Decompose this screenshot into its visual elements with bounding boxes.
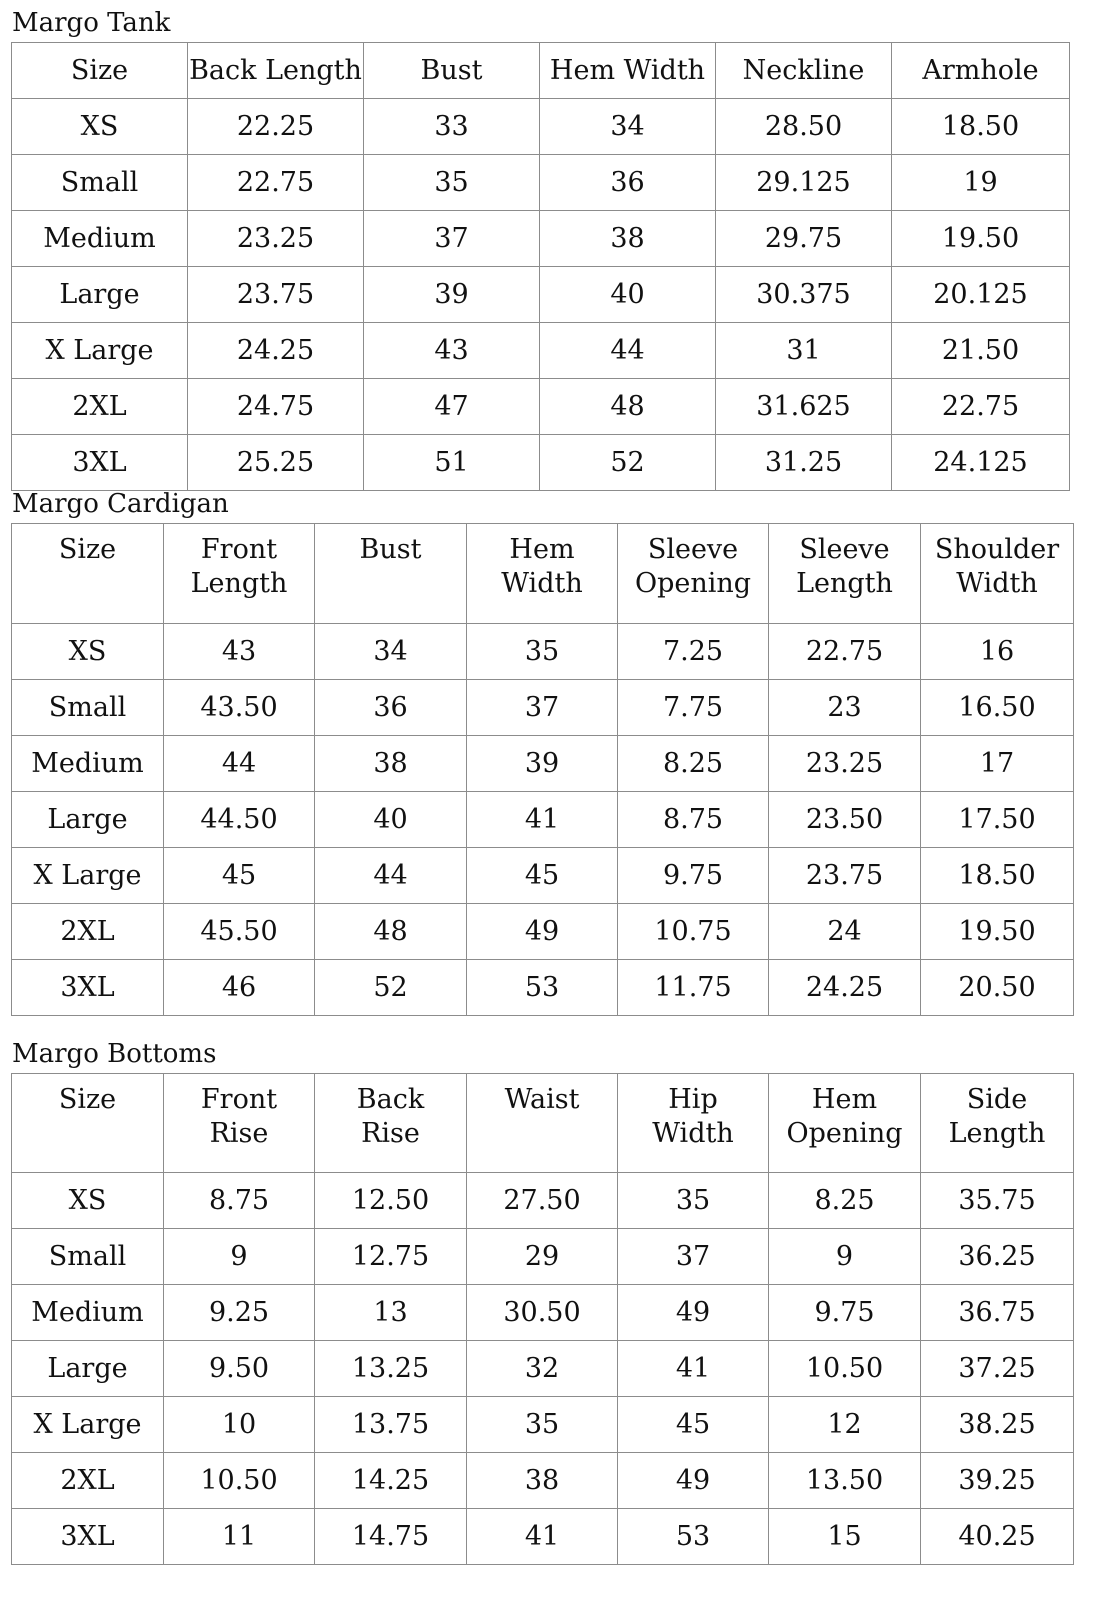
measurement-cell: 9.75 (618, 848, 769, 904)
measurement-cell: 10.75 (618, 904, 769, 960)
size-label-cell: 2XL (12, 904, 164, 960)
measurement-cell: 20.50 (921, 960, 1074, 1016)
table-row (12, 680, 1074, 736)
measurement-cell: 27.50 (467, 1173, 618, 1229)
table-row (12, 1509, 1074, 1565)
table-row (12, 99, 1070, 155)
measurement-cell: 20.125 (892, 267, 1070, 323)
column-header-label: Front (200, 1084, 278, 1115)
table-row (12, 1453, 1074, 1509)
table-row (12, 323, 1070, 379)
measurement-cell: 12.75 (315, 1229, 467, 1285)
measurement-cell: 38.25 (921, 1397, 1074, 1453)
column-header-label: Neckline (742, 54, 865, 86)
column-header (540, 43, 716, 99)
measurement-cell: 35 (467, 1397, 618, 1453)
column-header (892, 43, 1070, 99)
measurement-cell: 23 (769, 680, 921, 736)
column-header-label: Length (948, 1118, 1046, 1149)
column-header-label: Width (501, 568, 583, 599)
measurement-cell: 24.25 (769, 960, 921, 1016)
column-header-label: Rise (209, 1118, 269, 1149)
measurement-cell: 13.25 (315, 1341, 467, 1397)
measurement-cell: 16.50 (921, 680, 1074, 736)
measurement-cell: 35.75 (921, 1173, 1074, 1229)
measurement-cell: 12.50 (315, 1173, 467, 1229)
measurement-cell: 14.25 (315, 1453, 467, 1509)
column-header (188, 43, 364, 99)
size-label-cell: 3XL (12, 435, 188, 491)
measurement-cell: 18.50 (892, 99, 1070, 155)
size-label-cell: Large (12, 792, 164, 848)
measurement-cell: 37.25 (921, 1341, 1074, 1397)
table-row (12, 1229, 1074, 1285)
table-row (12, 848, 1074, 904)
table-row (12, 1397, 1074, 1453)
measurement-cell: 9.50 (164, 1341, 315, 1397)
measurement-cell: 35 (618, 1173, 769, 1229)
measurement-cell: 10 (164, 1397, 315, 1453)
measurement-cell: 30.375 (716, 267, 892, 323)
measurement-cell: 44 (315, 848, 467, 904)
measurement-cell: 23.25 (769, 736, 921, 792)
measurement-cell: 34 (315, 624, 467, 680)
measurement-cell: 53 (618, 1509, 769, 1565)
measurement-cell: 9.75 (769, 1285, 921, 1341)
table-row (12, 267, 1070, 323)
size-label-cell: Small (12, 155, 188, 211)
measurement-cell: 43 (164, 624, 315, 680)
measurement-cell: 36 (540, 155, 716, 211)
column-header (12, 43, 188, 99)
measurement-cell: 23.75 (769, 848, 921, 904)
measurement-cell: 8.75 (164, 1173, 315, 1229)
measurement-cell: 33 (364, 99, 540, 155)
table-row (12, 435, 1070, 491)
measurement-cell: 38 (315, 736, 467, 792)
column-header-label: Armhole (922, 54, 1039, 86)
column-header (921, 524, 1074, 624)
column-header (618, 1074, 769, 1173)
header-row (12, 524, 1074, 624)
tank-size-table (11, 42, 1070, 491)
measurement-cell: 44 (540, 323, 716, 379)
measurement-cell: 37 (467, 680, 618, 736)
measurement-cell: 36 (315, 680, 467, 736)
size-label-cell: Large (12, 1341, 164, 1397)
column-header (12, 524, 164, 624)
column-header (769, 524, 921, 624)
measurement-cell: 8.25 (769, 1173, 921, 1229)
measurement-cell: 41 (618, 1341, 769, 1397)
table-row (12, 379, 1070, 435)
measurement-cell: 38 (467, 1453, 618, 1509)
measurement-cell: 52 (540, 435, 716, 491)
table-row (12, 1173, 1074, 1229)
measurement-cell: 31 (716, 323, 892, 379)
measurement-cell: 18.50 (921, 848, 1074, 904)
measurement-cell: 48 (315, 904, 467, 960)
measurement-cell: 43 (364, 323, 540, 379)
column-header (12, 1074, 164, 1173)
size-label-cell: 2XL (12, 1453, 164, 1509)
table-row (12, 792, 1074, 848)
measurement-cell: 13.75 (315, 1397, 467, 1453)
column-header (467, 524, 618, 624)
measurement-cell: 40 (315, 792, 467, 848)
size-label-cell: XS (12, 624, 164, 680)
measurement-cell: 31.625 (716, 379, 892, 435)
measurement-cell: 44.50 (164, 792, 315, 848)
measurement-cell: 9.25 (164, 1285, 315, 1341)
column-header (364, 43, 540, 99)
measurement-cell: 29.75 (716, 211, 892, 267)
measurement-cell: 22.75 (769, 624, 921, 680)
measurement-cell: 31.25 (716, 435, 892, 491)
column-header-label: Width (956, 568, 1038, 599)
measurement-cell: 9 (769, 1229, 921, 1285)
measurement-cell: 37 (618, 1229, 769, 1285)
measurement-cell: 9 (164, 1229, 315, 1285)
section-title-cardigan: Margo Cardigan (12, 489, 229, 519)
size-label-cell: Medium (12, 736, 164, 792)
size-label-cell: 3XL (12, 1509, 164, 1565)
measurement-cell: 17 (921, 736, 1074, 792)
measurement-cell: 36.25 (921, 1229, 1074, 1285)
measurement-cell: 32 (467, 1341, 618, 1397)
size-label-cell: XS (12, 1173, 164, 1229)
measurement-cell: 40 (540, 267, 716, 323)
measurement-cell: 46 (164, 960, 315, 1016)
measurement-cell: 8.75 (618, 792, 769, 848)
measurement-cell: 24 (769, 904, 921, 960)
measurement-cell: 37 (364, 211, 540, 267)
measurement-cell: 35 (467, 624, 618, 680)
measurement-cell: 17.50 (921, 792, 1074, 848)
size-label-cell: Medium (12, 1285, 164, 1341)
measurement-cell: 11.75 (618, 960, 769, 1016)
measurement-cell: 45 (467, 848, 618, 904)
table-row (12, 1341, 1074, 1397)
measurement-cell: 21.50 (892, 323, 1070, 379)
table-row (12, 960, 1074, 1016)
measurement-cell: 29.125 (716, 155, 892, 211)
section-title-bottoms: Margo Bottoms (12, 1039, 217, 1069)
measurement-cell: 47 (364, 379, 540, 435)
measurement-cell: 14.75 (315, 1509, 467, 1565)
size-label-cell: 3XL (12, 960, 164, 1016)
column-header-label: Hem (811, 1084, 878, 1115)
measurement-cell: 49 (618, 1453, 769, 1509)
column-header (769, 1074, 921, 1173)
size-label-cell: X Large (12, 848, 164, 904)
measurement-cell: 41 (467, 1509, 618, 1565)
column-header-label: Waist (504, 1084, 580, 1115)
measurement-cell: 19.50 (921, 904, 1074, 960)
measurement-cell: 12 (769, 1397, 921, 1453)
column-header-label: Hem Width (549, 54, 706, 86)
size-label-cell: Small (12, 1229, 164, 1285)
table-row (12, 211, 1070, 267)
measurement-cell: 35 (364, 155, 540, 211)
measurement-cell: 23.75 (188, 267, 364, 323)
measurement-cell: 38 (540, 211, 716, 267)
table-row (12, 624, 1074, 680)
column-header-label: Hem (509, 534, 575, 565)
table-row (12, 736, 1074, 792)
measurement-cell: 22.75 (892, 379, 1070, 435)
measurement-cell: 13.50 (769, 1453, 921, 1509)
measurement-cell: 7.25 (618, 624, 769, 680)
column-header-label: Bust (359, 534, 422, 565)
measurement-cell: 24.75 (188, 379, 364, 435)
column-header (618, 524, 769, 624)
column-header-label: Back Length (189, 54, 362, 86)
column-header-label: Length (796, 568, 893, 599)
table-row (12, 155, 1070, 211)
column-header-label: Opening (634, 568, 752, 599)
column-header (921, 1074, 1074, 1173)
column-header-label: Width (652, 1118, 734, 1149)
measurement-cell: 23.50 (769, 792, 921, 848)
measurement-cell: 49 (618, 1285, 769, 1341)
column-header-label: Size (58, 1084, 117, 1115)
measurement-cell: 43.50 (164, 680, 315, 736)
measurement-cell: 10.50 (769, 1341, 921, 1397)
measurement-cell: 36.75 (921, 1285, 1074, 1341)
section-title-tank: Margo Tank (12, 8, 171, 38)
cardigan-size-table (11, 523, 1074, 1016)
column-header (716, 43, 892, 99)
column-header-label: Size (70, 54, 129, 86)
measurement-cell: 23.25 (188, 211, 364, 267)
column-header-label: Opening (786, 1118, 903, 1149)
size-label-cell: Small (12, 680, 164, 736)
measurement-cell: 28.50 (716, 99, 892, 155)
column-header (164, 524, 315, 624)
column-header (315, 1074, 467, 1173)
measurement-cell: 16 (921, 624, 1074, 680)
column-header (315, 524, 467, 624)
column-header-label: Bust (420, 54, 483, 86)
measurement-cell: 29 (467, 1229, 618, 1285)
table-row (12, 1285, 1074, 1341)
header-row (12, 1074, 1074, 1173)
measurement-cell: 40.25 (921, 1509, 1074, 1565)
column-header-label: Sleeve (647, 534, 739, 565)
measurement-cell: 39 (467, 736, 618, 792)
measurement-cell: 30.50 (467, 1285, 618, 1341)
measurement-cell: 22.75 (188, 155, 364, 211)
bottoms-size-table (11, 1073, 1074, 1565)
measurement-cell: 52 (315, 960, 467, 1016)
size-label-cell: 2XL (12, 379, 188, 435)
column-header-label: Sleeve (799, 534, 890, 565)
measurement-cell: 24.125 (892, 435, 1070, 491)
size-label-cell: Large (12, 267, 188, 323)
measurement-cell: 39 (364, 267, 540, 323)
measurement-cell: 19.50 (892, 211, 1070, 267)
column-header (164, 1074, 315, 1173)
column-header-label: Shoulder (934, 534, 1060, 565)
measurement-cell: 15 (769, 1509, 921, 1565)
size-label-cell: X Large (12, 323, 188, 379)
measurement-cell: 10.50 (164, 1453, 315, 1509)
measurement-cell: 11 (164, 1509, 315, 1565)
measurement-cell: 19 (892, 155, 1070, 211)
measurement-cell: 45 (164, 848, 315, 904)
column-header-label: Rise (361, 1118, 420, 1149)
measurement-cell: 39.25 (921, 1453, 1074, 1509)
column-header-label: Front (200, 534, 278, 565)
measurement-cell: 48 (540, 379, 716, 435)
column-header-label: Length (190, 568, 288, 599)
size-label-cell: Medium (12, 211, 188, 267)
measurement-cell: 7.75 (618, 680, 769, 736)
table-row (12, 904, 1074, 960)
measurement-cell: 34 (540, 99, 716, 155)
measurement-cell: 49 (467, 904, 618, 960)
column-header-label: Side (966, 1084, 1028, 1115)
measurement-cell: 53 (467, 960, 618, 1016)
column-header-label: Hip (668, 1084, 718, 1115)
size-label-cell: X Large (12, 1397, 164, 1453)
column-header-label: Back (356, 1084, 425, 1115)
measurement-cell: 41 (467, 792, 618, 848)
measurement-cell: 8.25 (618, 736, 769, 792)
measurement-cell: 45 (618, 1397, 769, 1453)
measurement-cell: 13 (315, 1285, 467, 1341)
column-header-label: Size (58, 534, 117, 565)
measurement-cell: 24.25 (188, 323, 364, 379)
size-label-cell: XS (12, 99, 188, 155)
measurement-cell: 44 (164, 736, 315, 792)
measurement-cell: 45.50 (164, 904, 315, 960)
column-header (467, 1074, 618, 1173)
header-row (12, 43, 1070, 99)
measurement-cell: 51 (364, 435, 540, 491)
measurement-cell: 22.25 (188, 99, 364, 155)
measurement-cell: 25.25 (188, 435, 364, 491)
